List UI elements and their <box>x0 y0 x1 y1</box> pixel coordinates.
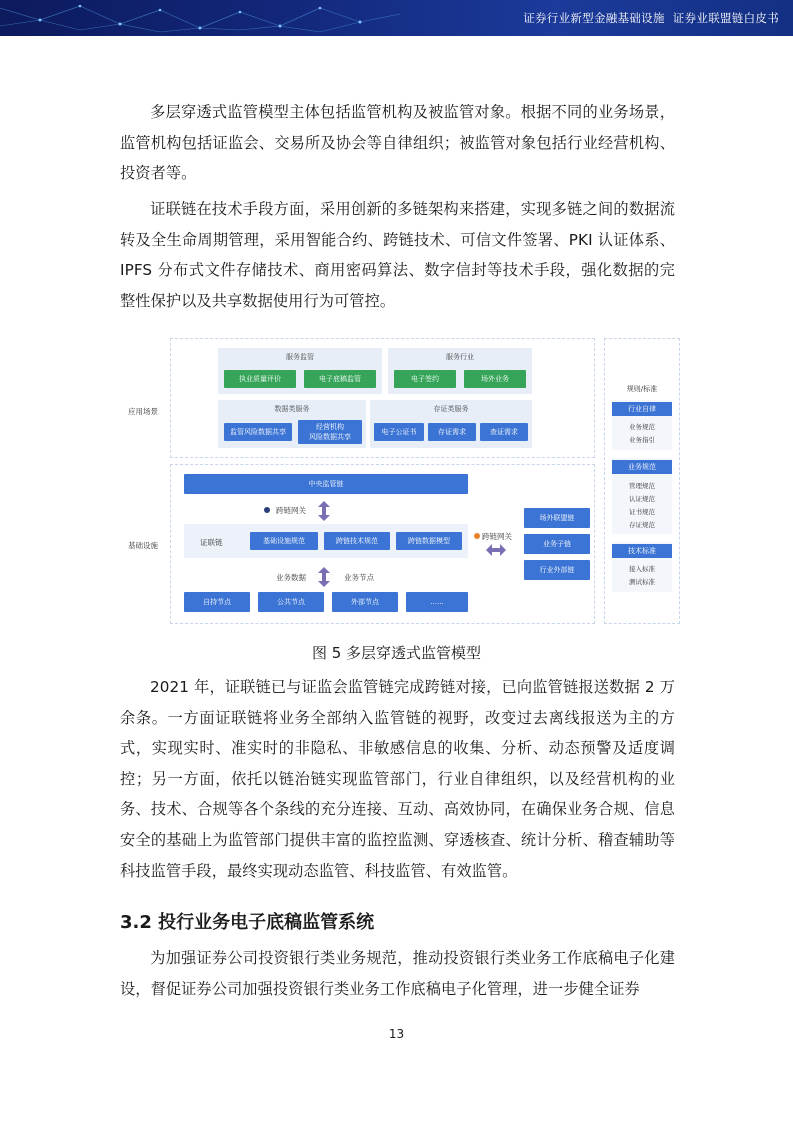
business-nodes-label: 业务节点 <box>344 573 374 582</box>
header-title-sub: 证券业联盟链白皮书 <box>672 11 779 25</box>
page-header <box>0 0 793 36</box>
rules-column <box>604 338 680 624</box>
app-side-label: 应用场景 <box>128 407 158 416</box>
rules-head-tech: 技术标准 <box>612 544 672 558</box>
e-sign-button: 电子签约 <box>394 370 456 388</box>
institution-risk-data-button <box>298 420 362 444</box>
paragraph-1-text: 多层穿透式监管模型主体包括监管机构及被监管对象。根据不同的业务场景，监管机构包括证监会、交易所及协会等自律组织；被监管对象包括行业经营机构、投资者等。 <box>120 103 675 183</box>
paragraph-3 <box>120 672 675 886</box>
paragraph-3-text: 2021 年，证联链已与证监会监管链完成跨链对接，已向监管链报送数据 2 万余条。一方面证联链将业务全部纳入监管链的视野，改变过去离线报送为主的方式，实现实时、准实时的非隐私、非敏感信息的收集、分析、动态预警及适度调控；另一方面，依托以链治链实现监管部门，行业自律组织，以及经营机构的业务、技术、合规等各个条线的充分连接、互动、高效协同，在确保业务合规、信息安全的基础上为监管部门提供丰富的监控监测、穿透核查、统计分析、稽查辅助等科技监管手段，最终实现动态监管、科技监管、有效监管。 <box>120 678 675 880</box>
right-cross-gateway-label: 跨链网关 <box>482 532 512 541</box>
rules-head-self-discipline: 行业自律 <box>612 402 672 416</box>
vertical-arrow-icon <box>318 501 330 521</box>
deposit-demand-button: 存证需求 <box>428 423 476 441</box>
central-supervision-chain: 中央监管链 <box>184 474 468 494</box>
rules-item: 认证规范 <box>629 495 655 503</box>
service-industry-title: 服务行业 <box>446 353 474 361</box>
data-services-panel <box>218 400 366 448</box>
data-services-title: 数据类服务 <box>274 405 310 413</box>
rules-item: 业务规范 <box>629 423 655 431</box>
otc-alliance-chain: 场外联盟链 <box>524 508 590 528</box>
otc-business-button: 场外业务 <box>464 370 526 388</box>
paragraph-4-text: 为加强证券公司投资银行类业务规范，推动投资银行类业务工作底稿电子化建设，督促证券公司加强投资银行类业务工作底稿电子化管理，进一步健全证券 <box>120 949 675 998</box>
public-node: 公共节点 <box>258 592 324 612</box>
more-nodes: ...... <box>406 592 468 612</box>
external-industry-chain: 行业外部链 <box>524 560 590 580</box>
service-supervision-title: 服务监管 <box>286 353 314 361</box>
storage-services-title: 存证类服务 <box>433 405 469 413</box>
e-notary-button: 电子公证书 <box>374 423 424 441</box>
header-title <box>523 10 779 26</box>
cross-chain-spec-button: 跨链技术规范 <box>324 532 390 550</box>
rules-item: 测试标准 <box>629 578 655 586</box>
business-data-label: 业务数据 <box>276 573 306 582</box>
self-hold-node: 自持节点 <box>184 592 250 612</box>
rules-item: 接入标准 <box>629 565 655 573</box>
zhenglian-chain-label: 证联链 <box>200 538 223 547</box>
external-node: 外部节点 <box>332 592 398 612</box>
base-side-label: 基础设施 <box>128 541 158 550</box>
cross-chain-data-model-button: 跨链数据模型 <box>396 532 462 550</box>
paragraph-1 <box>120 97 675 189</box>
paragraph-2-text: 证联链在技术手段方面，采用创新的多链架构来搭建，实现多链之间的数据流转及全生命周期管理，采用智能合约、跨链技术、可信文件签署、PKI 认证体系、IPFS 分布式文件存储技术、商用密码算法、数字信封等技术手段，强化数据的完整性保护以及共享数据使用行为可管控。 <box>120 200 675 310</box>
verify-demand-button: 查证需求 <box>480 423 528 441</box>
regulatory-risk-data-button: 监管风险数据共享 <box>224 423 292 441</box>
right-gateway-dot <box>474 533 480 539</box>
paragraph-4 <box>120 943 675 1004</box>
cross-gateway-label: 跨链网关 <box>276 506 306 515</box>
horizontal-arrow-icon <box>486 544 506 556</box>
page-number: 13 <box>388 1027 405 1041</box>
storage-services-panel <box>370 400 532 448</box>
figure-caption: 图 5 多层穿透式监管模型 <box>311 644 482 662</box>
institution-risk-line2: 风险数据共享 <box>309 433 351 441</box>
institution-risk-line1: 经营机构 <box>316 423 344 431</box>
paragraph-2 <box>120 194 675 316</box>
rules-head-business: 业务规范 <box>612 460 672 474</box>
rules-title: 规则/标准 <box>626 385 658 393</box>
section-heading: 3.2 投行业务电子底稿监管系统 <box>120 912 375 933</box>
supervision-model-figure <box>120 336 682 626</box>
rules-item: 证书规范 <box>629 508 655 516</box>
header-title-main: 证券行业新型金融基础设施 <box>523 11 665 25</box>
rules-item: 管理规范 <box>629 482 655 490</box>
business-sub-chain: 业务子链 <box>524 534 590 554</box>
network-mesh-decoration <box>0 0 420 36</box>
vertical-arrow-icon-2 <box>318 567 330 587</box>
gateway-dot <box>264 507 270 513</box>
infra-spec-button: 基础设施规范 <box>250 532 318 550</box>
rules-item: 业务指引 <box>629 436 655 444</box>
zhenglian-chain-panel <box>184 524 468 558</box>
rules-item: 存证规范 <box>629 521 655 529</box>
practice-quality-button: 执业质量评价 <box>224 370 296 388</box>
e-draft-supervision-button: 电子底稿监管 <box>304 370 376 388</box>
service-industry-panel <box>388 348 532 394</box>
service-supervision-panel <box>218 348 382 394</box>
